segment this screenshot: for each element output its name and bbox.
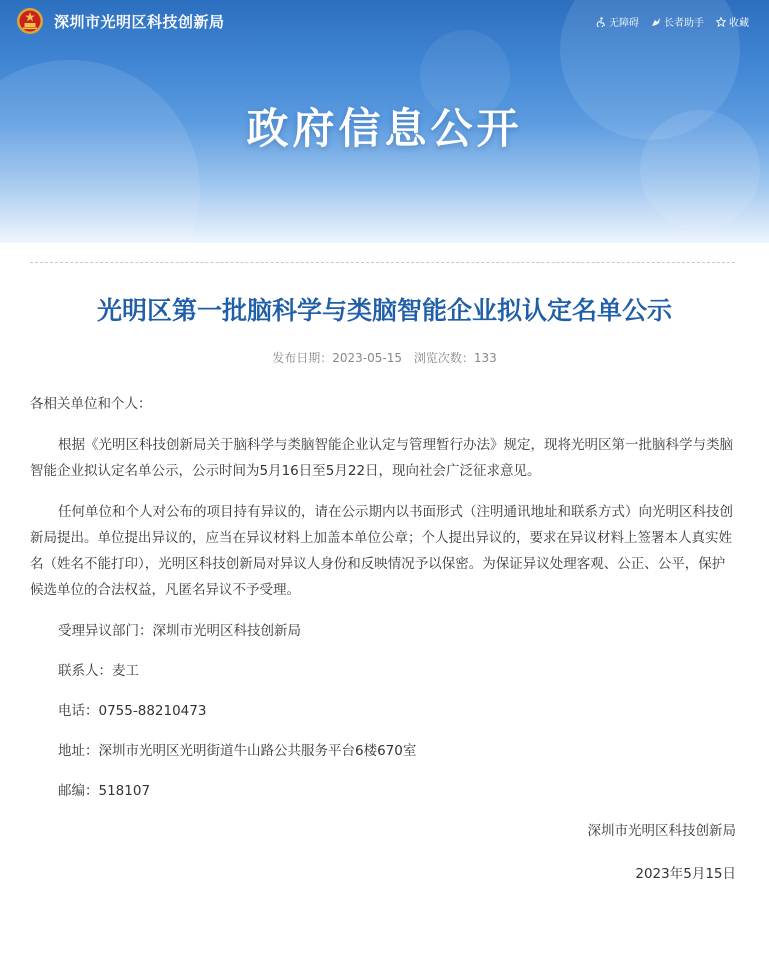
accessibility-icon — [596, 17, 606, 27]
article-meta — [0, 349, 769, 366]
accessibility-button[interactable] — [596, 14, 639, 29]
publish-date: 发布日期：2023-05-15 — [272, 351, 402, 365]
contact-department: 受理异议部门：深圳市光明区科技创新局 — [58, 623, 301, 639]
elder-assist-label: 长者助手 — [664, 18, 704, 29]
accessibility-label: 无障碍 — [609, 18, 639, 29]
contact-phone: 电话：0755-88210473 — [58, 703, 207, 719]
favorite-button[interactable] — [716, 14, 749, 29]
article-body — [30, 391, 736, 904]
top-bar — [0, 0, 769, 44]
signature: 深圳市光明区科技创新局 — [587, 823, 736, 839]
paragraph: 根据《光明区科技创新局关于脑科学与类脑智能企业认定与管理暂行办法》规定，现将光明区第一批脑科学与类脑智能企业拟认定名单公示，公示时间为5月16日至5月22日，现向社会广泛征求意见。 — [30, 437, 733, 479]
contact-address: 地址：深圳市光明区光明街道牛山路公共服务平台6楼670室 — [58, 743, 417, 759]
star-icon — [716, 17, 726, 27]
divider — [30, 262, 735, 263]
article-container — [0, 243, 769, 953]
elder-assist-button[interactable] — [651, 14, 704, 29]
postal-code: 邮编：518107 — [58, 783, 151, 799]
banner-title: 政府信息公开 — [246, 104, 523, 153]
site-name[interactable]: 深圳市光明区科技创新局 — [54, 13, 225, 31]
favorite-label: 收藏 — [729, 18, 749, 29]
header-tools — [596, 14, 749, 29]
view-count: 浏览次数：133 — [413, 351, 497, 365]
header-banner — [0, 0, 769, 243]
elder-assist-icon — [651, 17, 661, 27]
signature-date: 2023年5月15日 — [635, 866, 736, 882]
paragraph: 任何单位和个人对公布的项目持有异议的，请在公示期内以书面形式（注明通讯地址和联系方式）向光明区科技创新局提出。单位提出异议的，应当在异议材料上加盖本单位公章；个人提出异议的，要求在异议材料上签署本人真实姓名（姓名不能打印），光明区科技创新局对异议人身份和反映情况予以保密。为保证异议处理客观、公正、公平，保护候选单位的合法权益，凡匿名异议不予受理。 — [30, 504, 733, 598]
national-emblem-icon[interactable] — [16, 7, 44, 35]
article-title: 光明区第一批脑科学与类脑智能企业拟认定名单公示 — [96, 296, 672, 325]
salutation: 各相关单位和个人： — [30, 396, 152, 412]
contact-person: 联系人：麦工 — [58, 663, 139, 679]
